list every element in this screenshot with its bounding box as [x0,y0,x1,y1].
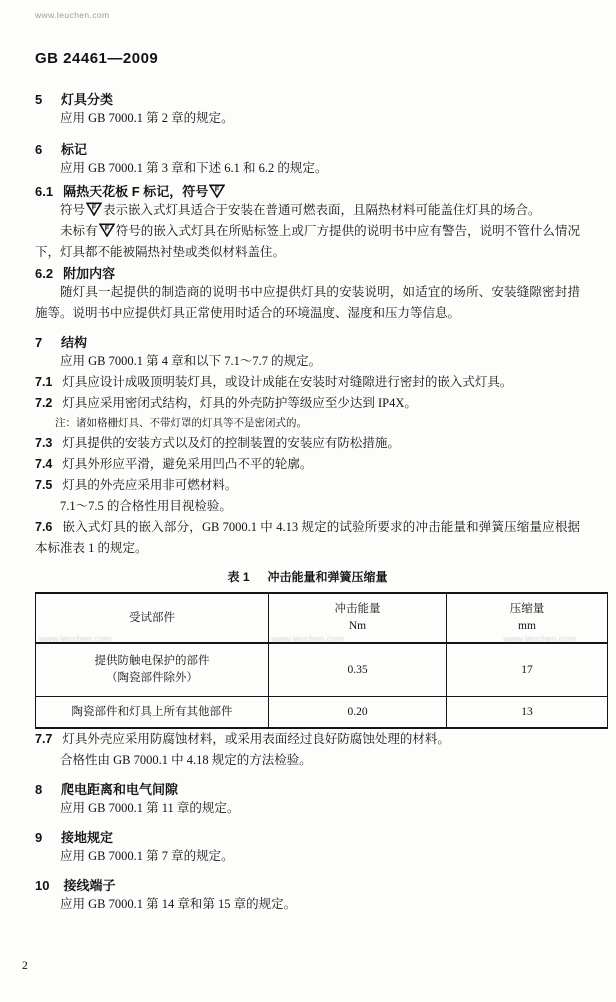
table-row [36,697,608,729]
section-10-body: 应用 GB 7000.1 第 14 章和第 15 章的规定。 [60,897,297,911]
clause-text: 灯具的外壳应采用非可燃材料。 [62,478,238,492]
section-title: 结构 [61,335,88,350]
section-number: 9 [35,830,43,845]
cell-energy: 0.35 [269,643,447,697]
clause-text: 嵌入式灯具的嵌入部分，GB 7000.1 中 4.13 规定的试验所要求的冲击能量和弹簧压缩量应根据本标准表 1 的规定。 [35,520,580,555]
section-9-body: 应用 GB 7000.1 第 7 章的规定。 [60,849,234,863]
clause-7-1 [35,372,580,393]
table-header-row [36,593,608,643]
section-6-heading [35,141,580,158]
cell-part: 陶瓷部件和灯具上所有其他部件 [36,697,269,729]
table-1 [35,592,608,729]
cell-energy: 0.20 [269,697,447,729]
cell-compression: 17 [447,643,608,697]
section-number: 7 [35,335,43,350]
section-10-heading [35,877,580,894]
clause-7-7 [35,729,580,750]
table-caption-label: 表 1 [227,570,250,584]
clause-text: 灯具外壳应采用防腐蚀材料，或采用表面经过良好防腐蚀处理的材料。 [62,732,450,746]
section-title: 附加内容 [63,266,116,281]
section-number: 6.2 [35,266,54,281]
section-7-body: 应用 GB 7000.1 第 4 章和以下 7.1～7.7 的规定。 [60,354,322,368]
faint-watermark-text: www.leuchen.com [39,634,112,644]
table-row [36,643,608,697]
section-number: 5 [35,92,43,107]
section-5-heading [35,91,580,108]
f-mark-icon [86,202,102,216]
section-number: 6.1 [35,184,54,199]
header-unit: mm [518,620,536,632]
clause-text: 灯具外形应平滑，避免采用凹凸不平的轮廓。 [62,457,313,471]
text-run: 未标有 [60,224,98,238]
clause-text: 灯具应采用密闭式结构，灯具的外壳防护等级应至少达到 IP4X。 [62,396,417,410]
section-number: 10 [35,878,50,893]
clause-7-3 [35,433,580,454]
header-unit: Nm [348,620,367,632]
clause-7-2-note: 注：诸如格栅灯具、不带灯罩的灯具等不是密闭式的。 [55,418,307,429]
section-title: 隔热天花板 F 标记，符号 [63,184,209,199]
clause-number: 7.5 [35,478,53,492]
section-5-body: 应用 GB 7000.1 第 2 章的规定。 [60,111,234,125]
f-mark-icon [99,223,115,237]
cell-text: （陶瓷部件除外） [106,672,198,684]
f-mark-letter: F [214,184,220,194]
section-8-heading [35,781,580,798]
header-cell-part [36,593,269,643]
header-text: 受试部件 [129,611,175,624]
page-number: 2 [22,960,28,972]
clause-number: 7.3 [35,436,53,450]
section-number: 6 [35,142,43,157]
doc-number: GB 24461—2009 [35,50,159,67]
section-9-heading [35,829,580,846]
clause-7-6 [35,517,580,559]
clause-number: 7.6 [35,520,53,534]
section-6-1-paragraph-2 [35,221,580,263]
f-mark-icon [209,184,225,198]
section-8-body: 应用 GB 7000.1 第 11 章的规定。 [60,801,240,815]
section-title: 标记 [61,142,88,157]
header-cell-impact-energy [269,593,447,643]
clause-7-4 [35,454,580,475]
section-title: 接线端子 [63,878,116,893]
section-6-body: 应用 GB 7000.1 第 3 章和下述 6.1 和 6.2 的规定。 [60,161,328,175]
cell-compression: 13 [447,697,608,729]
clause-number: 7.1 [35,375,53,389]
section-7-heading [35,334,580,351]
faint-watermark-text: www.leuchen.com [503,634,576,644]
section-6-2-body: 随灯具一起提供的制造商的说明书中应提供灯具的安装说明，如适宜的场所、安装缝隙密封措施等。说明书中应提供灯具正常使用时适合的环境温度、湿度和压力等信息。 [35,285,580,320]
clause-7-5-extra: 7.1～7.5 的合格性用目视检验。 [60,499,232,513]
section-6-2-heading [35,265,580,282]
clause-number: 7.7 [35,732,53,746]
table-1-block [35,592,580,729]
text-run: 符号 [60,203,86,217]
clause-text: 灯具应设计成吸顶明装灯具，或设计成能在安装时对缝隙进行密封的嵌入式灯具。 [62,375,513,389]
text-run: 表示嵌入式灯具适合于安装在普通可燃表面，且隔热材料可能盖住灯具的场合。 [103,203,541,217]
faint-watermark-text: www.leuchen.com [271,634,344,644]
cell-part [36,643,269,697]
clause-7-5 [35,475,580,496]
header-text: 压缩量 [509,603,545,615]
clause-number: 7.2 [35,396,53,410]
text-run: 符号的嵌入式灯具在所贴标签上或厂方提供的说明书中应有警告，说明不管什么情况下，灯具都不能被隔热衬垫或类似材料盖住。 [35,224,580,259]
table-1-caption [35,569,580,586]
clause-7-2 [35,393,580,414]
cell-text: 提供防触电保护的部件 [94,655,210,667]
f-mark-letter: F [91,202,97,212]
header-text: 冲击能量 [334,603,381,615]
section-title: 接地规定 [61,830,114,845]
section-6-1-paragraph-1 [35,200,580,221]
clause-text: 灯具提供的安装方式以及灯的控制装置的安装应有防松措施。 [62,436,400,450]
section-number: 8 [35,782,43,797]
site-watermark: www.leuchen.com [35,10,110,20]
header-cell-compression [447,593,608,643]
section-title: 灯具分类 [61,92,114,107]
clause-7-7-extra: 合格性由 GB 7000.1 中 4.18 规定的方法检验。 [60,753,312,767]
f-mark-letter: F [104,223,109,233]
section-title: 爬电距离和电气间隙 [61,782,179,797]
clause-number: 7.4 [35,457,53,471]
table-caption-text: 冲击能量和弹簧压缩量 [267,570,388,584]
section-6-1-heading [35,183,580,200]
